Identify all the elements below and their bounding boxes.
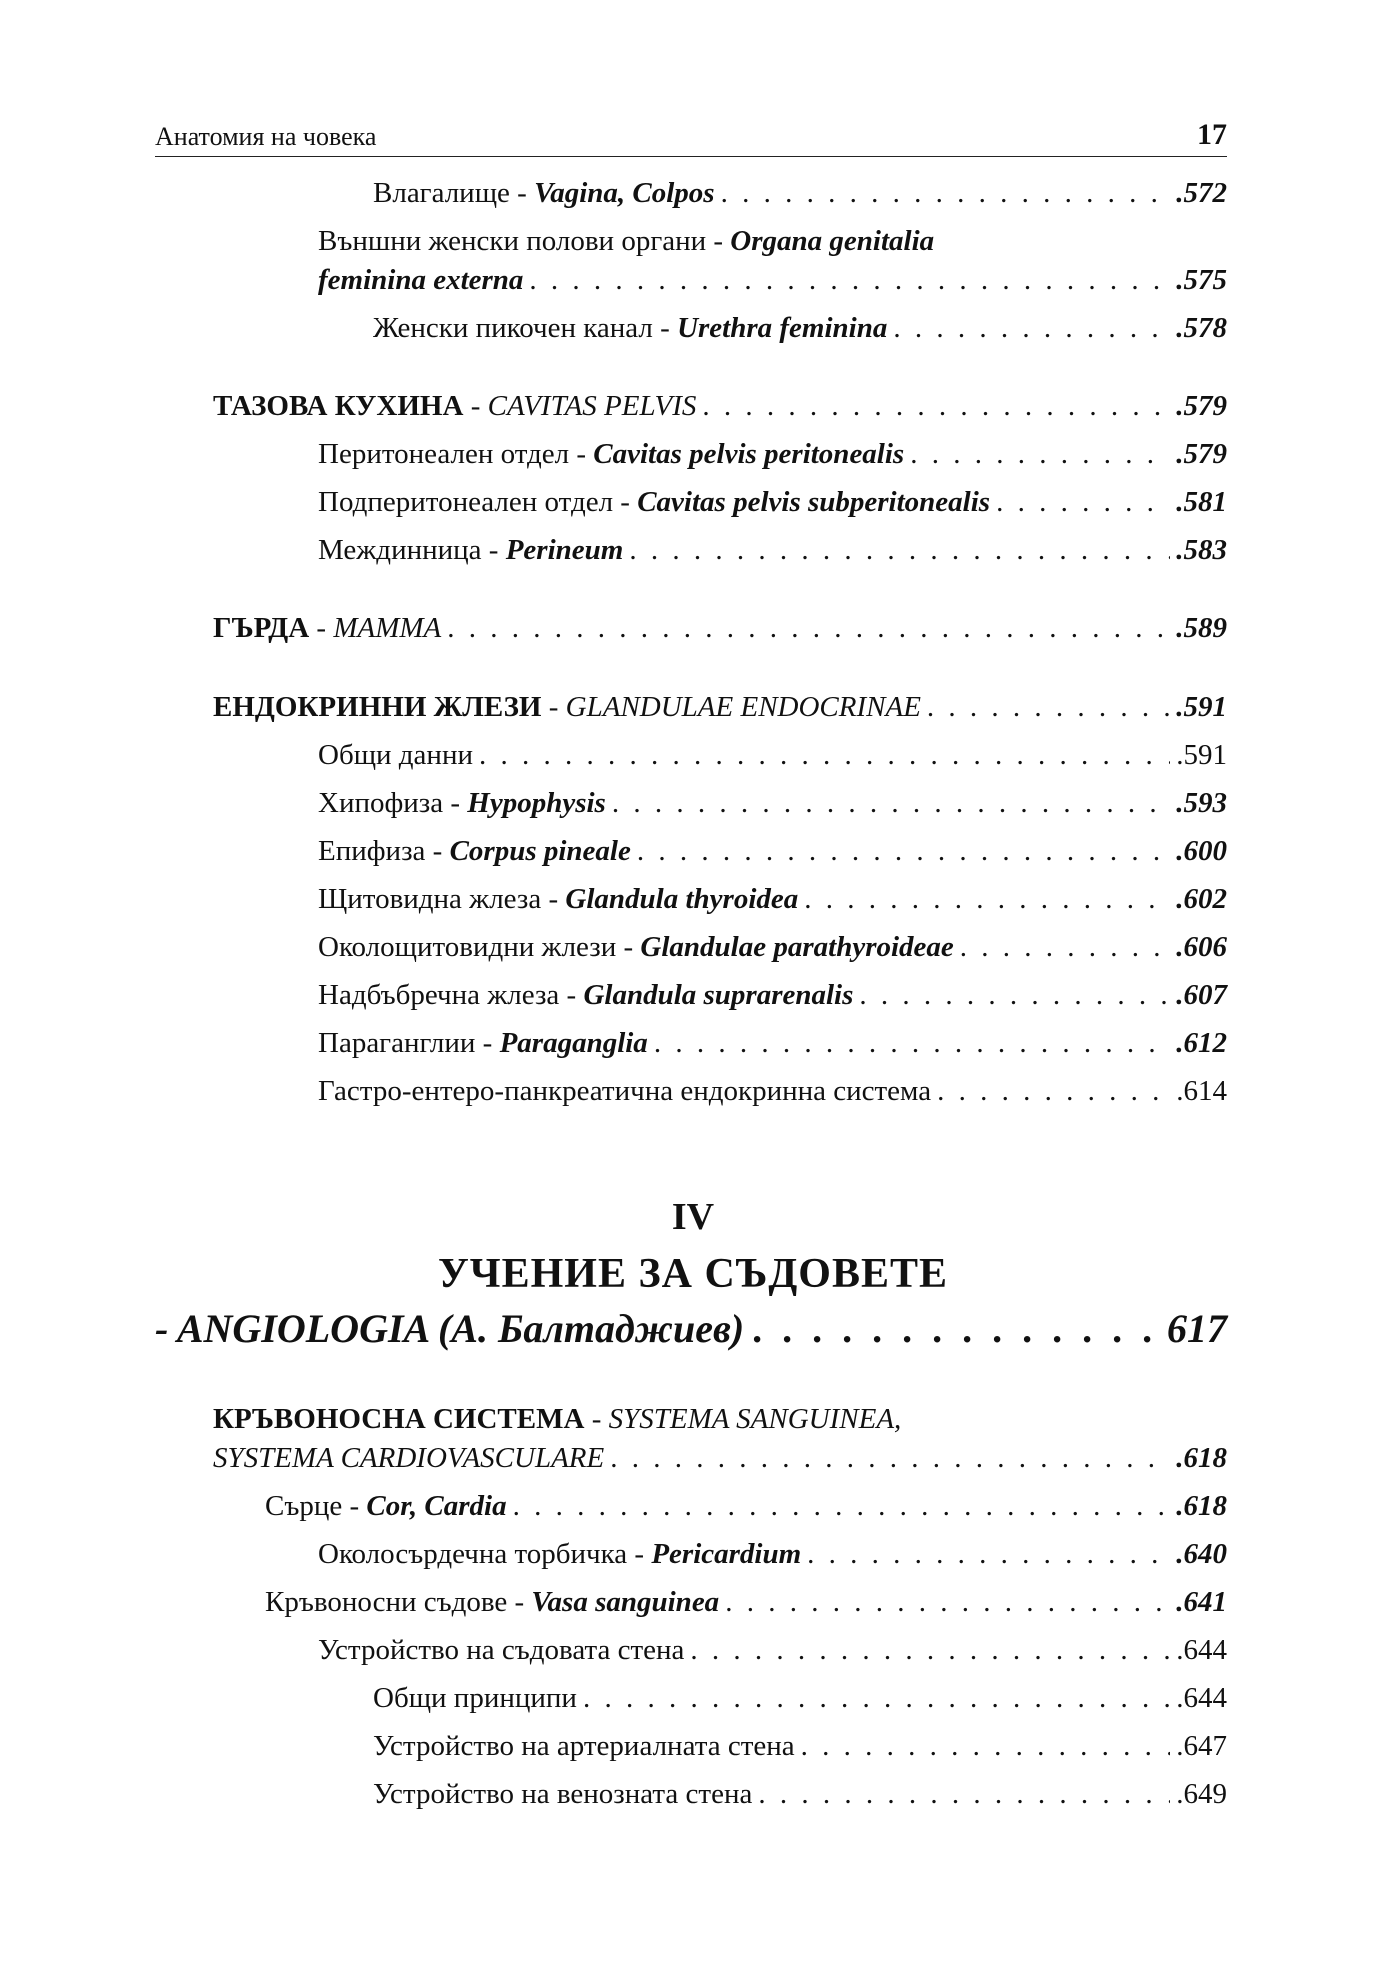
toc-section[interactable] [213,388,1227,424]
entry-label: Подперитонеален отдел - [318,486,638,518]
entry-page: .579 [1176,438,1227,470]
entry-latin: Paraganglia [499,1027,648,1059]
entry-label: Устройство на артериалната стена [373,1730,795,1762]
leader-dots [612,785,1170,821]
entry-page: .614 [1176,1075,1227,1107]
toc-section[interactable] [213,689,1227,725]
leader-dots [447,610,1170,646]
leader-dots [910,436,1170,472]
section-latin: GLANDULAE ENDOCRINAE [565,691,921,723]
toc-entry[interactable] [373,175,1227,211]
section-latin: MAMMA [333,612,442,644]
part-number: IV [671,1196,715,1238]
toc-entry[interactable] [318,881,1227,917]
toc-section[interactable] [213,1440,1227,1476]
toc-section[interactable] [213,1401,901,1437]
entry-latin: Perineum [505,534,624,566]
entry-page: .647 [1176,1730,1227,1762]
entry-page: .640 [1176,1538,1227,1570]
running-header [155,112,1227,157]
entry-latin: Cor, Cardia [366,1490,507,1522]
entry-latin: Pericardium [651,1538,802,1570]
entry-latin: Vagina, Colpos [534,177,715,209]
toc-entry[interactable] [318,1632,1227,1668]
entry-label: Женски пикочен канал - [373,312,678,344]
toc-entry[interactable] [318,785,1227,821]
entry-label: Сърце - [265,1490,367,1522]
entry-page: .644 [1176,1682,1227,1714]
entry-latin: Corpus pineale [449,835,631,867]
part-latin: - ANGIOLOGIA (А. Балтаджиев) [155,1306,745,1351]
section-latin: SYSTEMA SANGUINEA, [608,1403,902,1435]
toc-entry[interactable] [318,833,1227,869]
toc-entry[interactable] [318,929,1227,965]
entry-latin: Glandula thyroidea [565,883,799,915]
leader-dots [721,175,1171,211]
leader-dots [752,1305,1159,1352]
entry-page: .618 [1176,1442,1227,1474]
entry-page: .579 [1176,390,1227,422]
leader-dots [725,1584,1170,1620]
part-latin-line[interactable] [155,1305,1227,1352]
leader-dots [927,689,1170,725]
entry-page: .606 [1176,931,1227,963]
toc-entry[interactable] [265,1584,1227,1620]
entry-latin: Urethra feminina [677,312,888,344]
entry-label: Влагалище - [373,177,535,209]
entry-label: Кръвоносни съдове - [265,1586,532,1618]
toc-entry[interactable] [318,532,1227,568]
entry-page: .600 [1176,835,1227,867]
separator: - [463,390,488,422]
toc-entry[interactable] [318,737,1227,773]
leader-dots [804,881,1170,917]
entry-latin: Glandula suprarenalis [583,979,854,1011]
leader-dots [937,1073,1170,1109]
entry-latin: Cavitas pelvis peritonealis [593,438,905,470]
section-latin: SYSTEMA CARDIOVASCULARE [213,1442,605,1474]
entry-label: Надбъбречна жлеза - [318,979,584,1011]
entry-label: Устройство на венозната стена [373,1778,753,1810]
entry-page: .607 [1176,979,1227,1011]
entry-label: Епифиза - [318,835,450,867]
entry-latin: Vasa sanguinea [531,1586,720,1618]
toc-entry[interactable] [318,1536,1227,1572]
entry-page: .583 [1176,534,1227,566]
entry-label: Външни женски полови органи - [318,225,731,257]
entry-latin: feminina externa [318,264,524,296]
toc-entry[interactable] [318,223,934,259]
entry-page: .612 [1176,1027,1227,1059]
leader-dots [610,1440,1170,1476]
toc-entry[interactable] [318,977,1227,1013]
part-title: УЧЕНИЕ ЗА СЪДОВЕТЕ [437,1251,949,1297]
part-page: 617 [1167,1306,1227,1351]
entry-label: Околощитовидни жлези - [318,931,641,963]
entry-label: Междинница - [318,534,506,566]
entry-latin: Glandulae parathyroideae [640,931,954,963]
entry-label: Гастро-ентеро-панкреатична ендокринна система [318,1075,932,1107]
separator: - [309,612,334,644]
leader-dots [629,532,1170,568]
entry-label: Перитонеален отдел - [318,438,594,470]
entry-label: Хипофиза - [318,787,468,819]
entry-page: .575 [1176,264,1227,296]
toc-entry[interactable] [318,1073,1227,1109]
toc-entry[interactable] [373,310,1227,346]
page-number: 17 [1197,118,1227,151]
section-label: ТАЗОВА КУХИНА [213,390,464,422]
entry-label: Околосърдечна торбичка - [318,1538,652,1570]
toc-section[interactable] [213,610,1227,646]
toc-entry[interactable] [318,1025,1227,1061]
entry-label: Параганглии - [318,1027,500,1059]
entry-label: Общи данни [318,739,473,771]
toc-entry[interactable] [265,1488,1227,1524]
leader-dots [529,262,1170,298]
entry-label: Устройство на съдовата стена [318,1634,685,1666]
leader-dots [702,388,1170,424]
leader-dots [690,1632,1170,1668]
entry-page: .641 [1176,1586,1227,1618]
leader-dots [583,1680,1170,1716]
entry-page: .591 [1176,739,1227,771]
leader-dots [807,1536,1170,1572]
entry-latin: Organa genitalia [730,225,935,257]
leader-dots [893,310,1170,346]
leader-dots [801,1728,1171,1764]
leader-dots [637,833,1170,869]
entry-label: Щитовидна жлеза - [318,883,566,915]
entry-page: .602 [1176,883,1227,915]
toc-entry[interactable] [373,1776,1227,1812]
separator: - [541,691,566,723]
section-latin: CAVITAS PELVIS [487,390,697,422]
entry-page: .572 [1176,177,1227,209]
entry-page: .591 [1176,691,1227,723]
leader-dots [859,977,1170,1013]
entry-latin: Hypophysis [467,787,606,819]
toc-entry[interactable] [373,1728,1227,1764]
leader-dots [758,1776,1170,1812]
entry-page: .578 [1176,312,1227,344]
entry-label: Общи принципи [373,1682,577,1714]
entry-page: .593 [1176,787,1227,819]
section-label: ЕНДОКРИННИ ЖЛЕЗИ [213,691,542,723]
separator: - [584,1403,609,1435]
leader-dots [996,484,1170,520]
section-label: ГЪРДА [213,612,310,644]
toc-entry[interactable] [318,262,1227,298]
leader-dots [479,737,1170,773]
leader-dots [960,929,1170,965]
entry-page: .649 [1176,1778,1227,1810]
entry-latin: Cavitas pelvis subperitonealis [637,486,991,518]
leader-dots [513,1488,1171,1524]
entry-page: .618 [1176,1490,1227,1522]
entry-page: .581 [1176,486,1227,518]
entry-page: .589 [1176,612,1227,644]
toc-entry[interactable] [373,1680,1227,1716]
leader-dots [654,1025,1170,1061]
book-title: Анатомия на човека [155,122,377,151]
toc-entry[interactable] [318,436,1227,472]
toc-entry[interactable] [318,484,1227,520]
entry-page: .644 [1176,1634,1227,1666]
section-label: КРЪВОНОСНА СИСТЕМА [213,1403,585,1435]
